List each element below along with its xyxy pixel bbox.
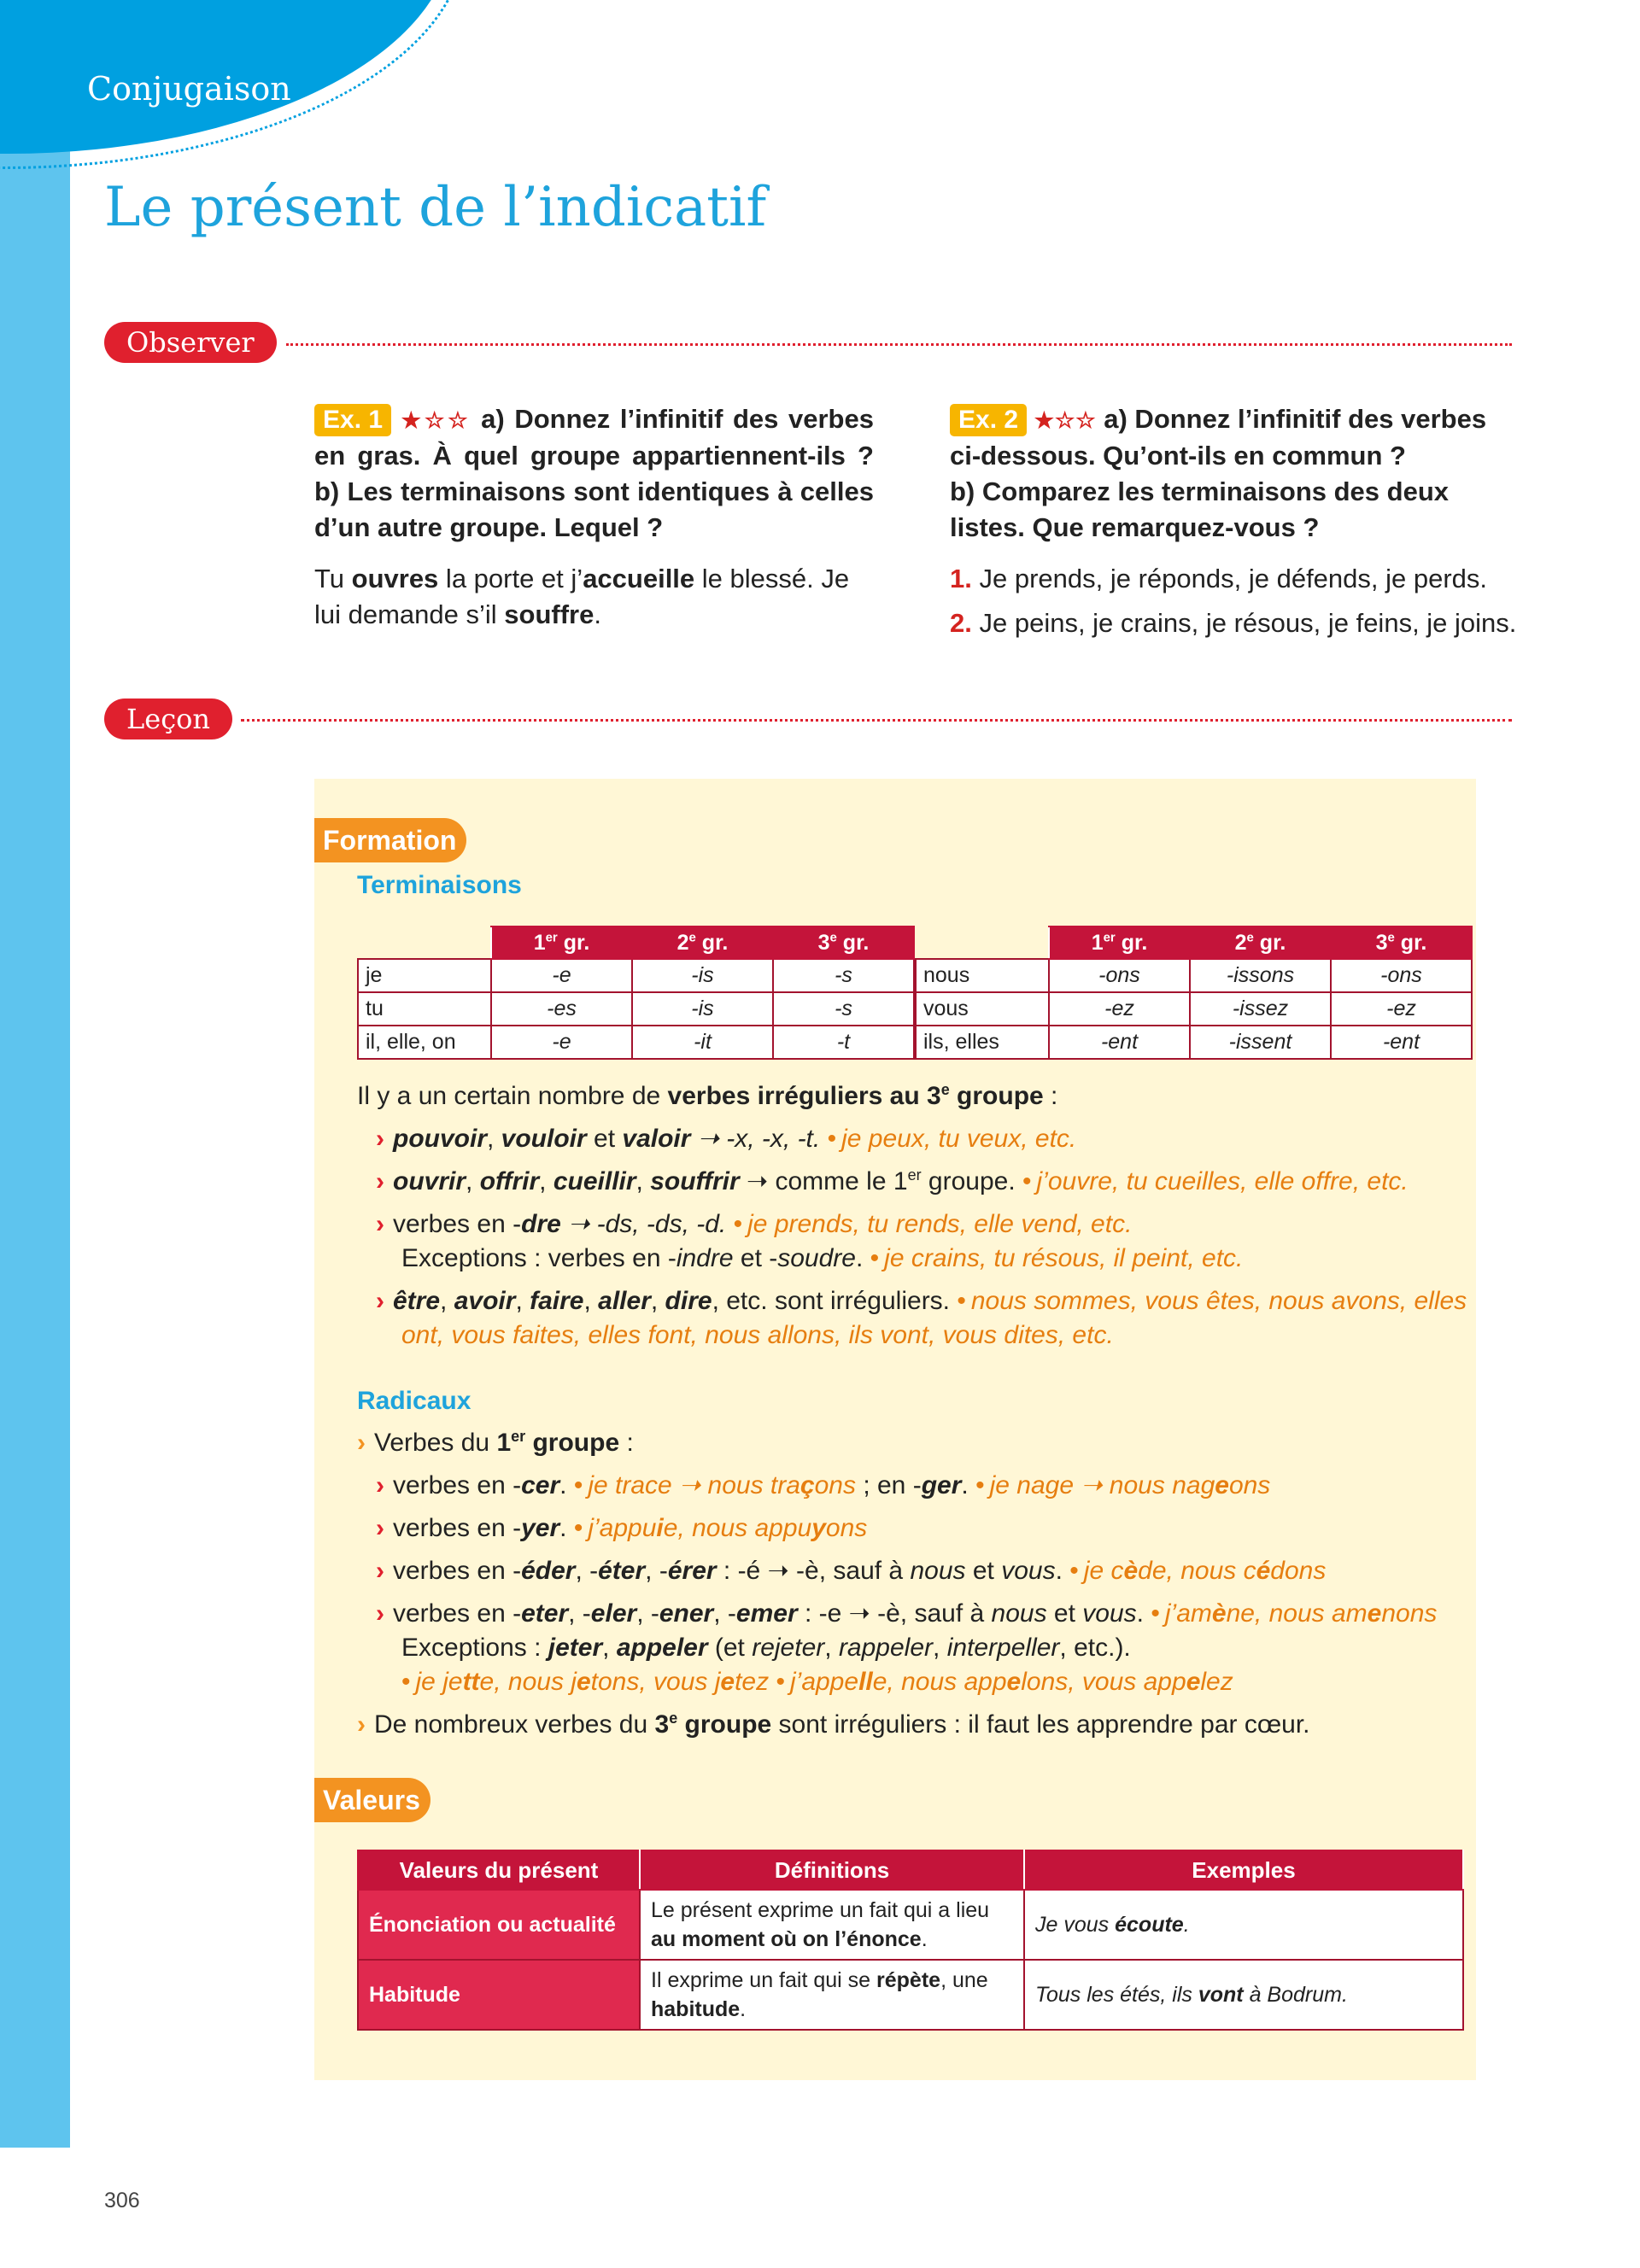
chapter-label: Conjugaison <box>87 70 291 108</box>
chevron-icon: › <box>376 1599 384 1628</box>
table-row: ils, elles -ent -issent -ent <box>916 1026 1472 1059</box>
list-item: › verbes en -eter, -eler, -ener, -emer : -e ➝ -è, sauf à nous et vous. • j’amène, nous amenons Exceptions : jeter, appeler (et rejeter, rappeler, interpeller, etc.). • je jette, nous jetons, vous jetez • j’appelle, nous appelons, vous appelez <box>376 1599 1438 1696</box>
list-item: › verbes en -dre ➝ -ds, -ds, -d. • je prends, tu rends, elle vend, etc. Exceptions : verbes en -indre et -soudre. • je crains, tu résous, il peint, etc. <box>376 1210 1244 1272</box>
ex2-question-a: a) Donnez l’infinitif des verbes ci-dessous. Qu’ont-ils en commun ? <box>950 404 1487 471</box>
chevron-icon: › <box>357 1710 366 1739</box>
side-bar <box>0 0 70 2148</box>
ex1-stars-icon: ★☆☆ <box>401 407 472 433</box>
irregular-intro: Il y a un certain nombre de verbes irréguliers au 3e groupe : <box>357 1081 1058 1110</box>
list-item: › verbes en -cer. • je trace ➝ nous traçons ; en -ger. • je nage ➝ nous nageons <box>376 1471 1271 1499</box>
formation-pill: Formation <box>314 818 466 862</box>
table-row: vous -ez -issez -ez <box>916 992 1472 1026</box>
chevron-icon: › <box>376 1557 384 1585</box>
radicaux-block <box>357 1426 1467 1742</box>
chevron-icon: › <box>376 1287 384 1315</box>
lecon-pill: Leçon <box>104 699 232 739</box>
chevron-icon: › <box>376 1514 384 1542</box>
header-2e-gr: 2e gr. <box>1190 926 1331 959</box>
table-row: il, elle, on -e -it -t <box>358 1026 914 1059</box>
observer-pill: Observer <box>104 322 277 363</box>
chevron-icon: › <box>376 1210 384 1238</box>
chevron-icon: › <box>376 1167 384 1195</box>
page-number: 306 <box>104 2189 140 2212</box>
table-row: tu -es -is -s <box>358 992 914 1026</box>
header-3e-gr: 3e gr. <box>1331 926 1472 959</box>
list-item: › Verbes du 1er groupe : <box>357 1428 634 1457</box>
list-item: › ouvrir, offrir, cueillir, souffrir ➝ comme le 1er groupe. • j’ouvre, tu cueilles, elle offre, etc. <box>376 1166 1409 1195</box>
page-title: Le présent de l’indicatif <box>104 176 767 239</box>
radicaux-title: Radicaux <box>357 1387 472 1415</box>
col-header: Définitions <box>640 1850 1024 1890</box>
table-row: je -e -is -s <box>358 959 914 992</box>
lecon-divider <box>241 719 1512 722</box>
exercise-2 <box>950 401 1518 641</box>
chevron-icon: › <box>376 1471 384 1499</box>
ex2-stars-icon: ★☆☆ <box>1034 407 1097 433</box>
list-item: › verbes en -éder, -éter, -érer : -é ➝ -è, sauf à nous et vous. • je cède, nous cédons <box>376 1557 1327 1585</box>
ex1-question: a) Donnez l’infinitif des verbes en gras. À quel groupe appartiennent-ils ? b) Les terminaisons sont identiques à celles d’un autre groupe. Lequel ? <box>314 404 874 542</box>
table-row: Énonciation ou actualité Le présent exprime un fait qui a lieu au moment où on l’énonce. Je vous écoute. <box>358 1890 1463 1960</box>
header-2e-gr: 2e gr. <box>632 926 773 959</box>
terminaisons-singular-table <box>357 926 915 1060</box>
ex2-item-1: 1. Je prends, je réponds, je défends, je perds. <box>950 564 1488 593</box>
chevron-icon: › <box>357 1429 366 1457</box>
ex2-item-2: 2. Je peins, je crains, je résous, je feins, je joins. <box>950 608 1517 638</box>
ex1-sentence: Tu ouvres la porte et j’accueille le blessé. Je lui demande s’il souffre. <box>314 564 850 629</box>
table-row: nous -ons -issons -ons <box>916 959 1472 992</box>
ex2-badge: Ex. 2 <box>950 404 1027 436</box>
irregular-verbs-block <box>357 1079 1467 1353</box>
terminaisons-plural-table <box>915 926 1473 1060</box>
valeurs-table <box>357 1850 1464 2031</box>
header-1er-gr: 1er gr. <box>1049 926 1190 959</box>
list-item: › verbes en -yer. • j’appuie, nous appuyons <box>376 1514 868 1542</box>
table-row: Habitude Il exprime un fait qui se répète, une habitude. Tous les étés, ils vont à Bodrum. <box>358 1960 1463 2030</box>
col-header: Exemples <box>1024 1850 1463 1890</box>
list-item: › pouvoir, vouloir et valoir ➝ -x, -x, -t. • je peux, tu veux, etc. <box>376 1125 1077 1153</box>
list-item: › être, avoir, faire, aller, dire, etc. sont irréguliers. • nous sommes, vous êtes, nous avons, elles ont, vous faites, elles font, nous allons, ils vont, vous dites, etc. <box>376 1287 1467 1349</box>
col-header: Valeurs du présent <box>358 1850 640 1890</box>
ex2-question-b: b) Comparez les terminaisons des deux listes. Que remarquez-vous ? <box>950 476 1450 542</box>
ex1-badge: Ex. 1 <box>314 404 391 436</box>
observer-divider <box>286 343 1512 346</box>
header-3e-gr: 3e gr. <box>773 926 914 959</box>
exercise-1 <box>314 401 874 633</box>
header-1er-gr: 1er gr. <box>491 926 632 959</box>
terminaisons-title: Terminaisons <box>357 871 522 899</box>
valeurs-pill: Valeurs <box>314 1778 430 1822</box>
chevron-icon: › <box>376 1125 384 1153</box>
list-item: › De nombreux verbes du 3e groupe sont irréguliers : il faut les apprendre par cœur. <box>357 1710 1310 1739</box>
